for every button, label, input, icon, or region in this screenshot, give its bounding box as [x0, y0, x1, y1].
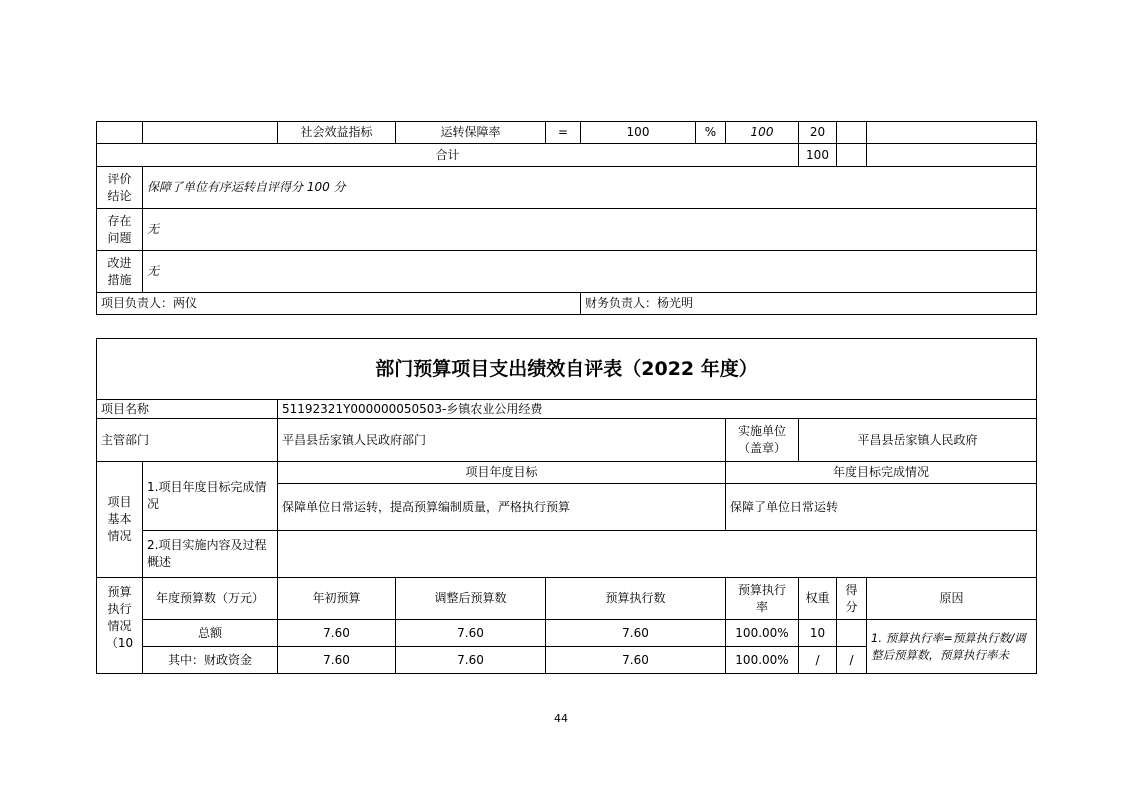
- initial-value: 7.60: [278, 620, 396, 647]
- executed-value: 7.60: [546, 647, 726, 674]
- initial-budget-header: 年初预算: [278, 578, 396, 620]
- weight-header: 权重: [799, 578, 837, 620]
- rate-header: 预算执行 率: [726, 578, 799, 620]
- issues-row: [97, 209, 1037, 251]
- project-name: 51192321Y000000050503-乡镇农业公用经费: [278, 400, 1037, 419]
- reason-header: 原因: [867, 578, 1037, 620]
- total-row: [97, 144, 1037, 167]
- indicator-name: 运转保障率: [396, 122, 546, 144]
- impl-unit-value: 平昌县岳家镇人民政府: [799, 419, 1037, 462]
- adjusted-budget-header: 调整后预算数: [396, 578, 546, 620]
- finance-lead: 财务负责人：杨光明: [581, 293, 1037, 315]
- adjusted-value: 7.60: [396, 647, 546, 674]
- row-label: 其中：财政资金: [143, 647, 278, 674]
- page-number: 44: [554, 712, 568, 725]
- measures-text: 无: [143, 251, 1037, 293]
- project-lead: 项目负责人：两仪: [97, 293, 581, 315]
- row-label: 总额: [143, 620, 278, 647]
- form-title: 部门预算项目支出绩效自评表（2022 年度）: [97, 339, 1037, 400]
- rate-value: 100.00%: [726, 620, 799, 647]
- executed-value: 7.60: [546, 620, 726, 647]
- reason-text: 1. 预算执行率=预算执行数/调整后预算数，预算执行率未: [867, 620, 1037, 674]
- top-table: [96, 121, 1037, 315]
- exec-label: 预算 执行 情况 （10: [97, 578, 143, 674]
- dept-label: 主管部门: [97, 419, 278, 462]
- conclusion-label: 评价 结论: [97, 167, 143, 209]
- completion-header: 年度目标完成情况: [726, 462, 1037, 484]
- executed-header: 预算执行数: [546, 578, 726, 620]
- issues-label: 存在 问题: [97, 209, 143, 251]
- basic-info-label: 项目 基本 情况: [97, 462, 143, 578]
- indicator-category: 社会效益指标: [278, 122, 396, 144]
- indicator-unit: %: [696, 122, 726, 144]
- process-value: [278, 531, 1037, 578]
- impl-unit-label: 实施单位 （盖章）: [726, 419, 799, 462]
- measures-label: 改进 措施: [97, 251, 143, 293]
- total-label: 合计: [97, 144, 799, 167]
- conclusion-text: 保障了单位有序运转自评得分 100 分: [143, 167, 1037, 209]
- measures-row: [97, 251, 1037, 293]
- performance-form: [96, 338, 1037, 674]
- weight-value: 10: [799, 620, 837, 647]
- total-value: 100: [799, 144, 837, 167]
- score-value: /: [837, 647, 867, 674]
- signature-row: [97, 293, 1037, 315]
- indicator-actual: 100: [726, 122, 799, 144]
- indicator-target: 100: [581, 122, 696, 144]
- annual-goal: 保障单位日常运转，提高预算编制质量，严格执行预算: [278, 484, 726, 531]
- initial-value: 7.60: [278, 647, 396, 674]
- indicator-row: [97, 122, 1037, 144]
- annual-goal-header: 项目年度目标: [278, 462, 726, 484]
- goal-completion-label: 1.项目年度目标完成情况: [143, 462, 278, 531]
- indicator-operator: =: [546, 122, 581, 144]
- completion-value: 保障了单位日常运转: [726, 484, 1037, 531]
- conclusion-row: [97, 167, 1037, 209]
- process-label: 2.项目实施内容及过程概述: [143, 531, 278, 578]
- weight-value: /: [799, 647, 837, 674]
- dept-value: 平昌县岳家镇人民政府部门: [278, 419, 726, 462]
- rate-value: 100.00%: [726, 647, 799, 674]
- indicator-weight: 20: [799, 122, 837, 144]
- annual-budget-header: 年度预算数（万元）: [143, 578, 278, 620]
- table-row: [97, 620, 1037, 647]
- score-header: 得 分: [837, 578, 867, 620]
- issues-text: 无: [143, 209, 1037, 251]
- project-name-label: 项目名称: [97, 400, 278, 419]
- adjusted-value: 7.60: [396, 620, 546, 647]
- score-value: [837, 620, 867, 647]
